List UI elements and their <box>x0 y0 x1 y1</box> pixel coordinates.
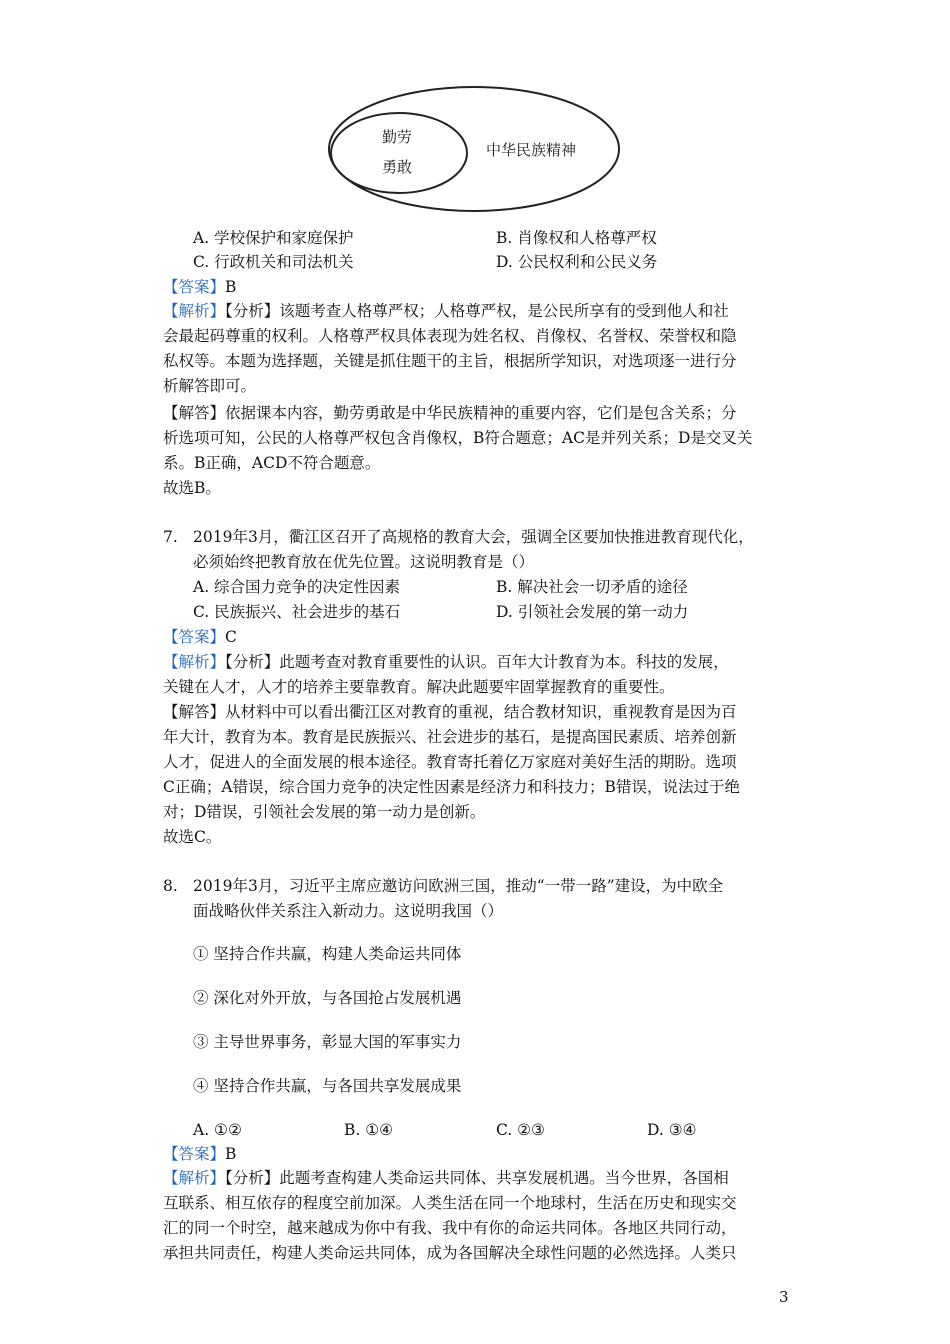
q6-solution-line-2: 析选项可知，公民的人格尊严权包含肖像权，B符合题意；AC是并列关系；D是交叉关 <box>163 429 753 447</box>
q6-analysis-line-4: 析解答即可。 <box>163 377 257 395</box>
diagram-inner-line2: 勇敢 <box>382 158 413 176</box>
q6-solution-line-3: 系。B正确，ACD不符合题意。 <box>163 454 381 472</box>
q6-answer <box>163 275 236 299</box>
analysis-text: 【分析】该题考查人格尊严权；人格尊严权，是公民所享有的受到他人和社 <box>225 302 729 320</box>
diagram-outer-label: 中华民族精神 <box>486 141 577 159</box>
q8-item-4: ④ 坚持合作共赢，与各国共享发展成果 <box>193 1077 462 1095</box>
concept-diagram <box>326 85 626 220</box>
q7-solution-line-5: 对；D错误，引领社会发展的第一动力是创新。 <box>163 803 486 821</box>
q8-item-2: ② 深化对外开放，与各国抢占发展机遇 <box>193 989 462 1007</box>
answer-tag: 【答案】 <box>163 628 226 646</box>
q8-option-a: A. ①② <box>193 1121 242 1139</box>
answer-value: B <box>225 278 237 296</box>
answer-value: C <box>225 628 237 646</box>
q6-option-d: D. 公民权利和公民义务 <box>496 253 658 271</box>
q7-option-b: B. 解决社会一切矛盾的途径 <box>496 578 688 596</box>
analysis-text: 【分析】此题考查构建人类命运共同体、共享发展机遇。当今世界，各国相 <box>225 1169 729 1187</box>
q8-analysis-line-1 <box>163 1166 729 1190</box>
q7-analysis-line-2: 关键在人才，人才的培养主要靠教育。解决此题要牢固掌握教育的重要性。 <box>163 678 675 696</box>
q6-analysis-line-3: 私权等。本题为选择题，关键是抓住题干的主旨，根据所学知识，对选项逐一进行分 <box>163 352 737 370</box>
q6-solution-line-1: 【解答】依据课本内容，勤劳勇敢是中华民族精神的重要内容，它们是包含关系；分 <box>163 404 737 422</box>
q7-stem-line-1: 2019年3月，衢江区召开了高规格的教育大会，强调全区要加快推进教育现代化， <box>193 528 754 546</box>
q7-answer <box>163 625 237 649</box>
answer-tag: 【答案】 <box>163 1145 226 1163</box>
q8-option-d: D. ③④ <box>647 1121 697 1139</box>
answer-tag: 【答案】 <box>163 278 226 296</box>
analysis-text: 【分析】此题考查对教育重要性的认识。百年大计教育为本。科技的发展， <box>225 653 729 671</box>
q7-analysis-line-1 <box>163 650 729 674</box>
answer-value: B <box>225 1145 237 1163</box>
q8-option-b: B. ①④ <box>344 1121 394 1139</box>
q8-option-c: C. ②③ <box>496 1121 545 1139</box>
q7-number: 7. <box>163 528 178 546</box>
diagram-inner-line1: 勤劳 <box>382 128 413 146</box>
q7-option-c: C. 民族振兴、社会进步的基石 <box>193 603 401 621</box>
q7-solution-line-1: 【解答】从材料中可以看出衢江区对教育的重视，结合教材知识，重视教育是因为百 <box>163 703 737 721</box>
inner-ellipse <box>331 113 467 193</box>
analysis-tag: 【解析】 <box>163 302 226 320</box>
q6-option-c: C. 行政机关和司法机关 <box>193 253 354 271</box>
q8-number: 8. <box>163 877 178 895</box>
q6-choose: 故选B。 <box>163 479 221 497</box>
q8-analysis-line-3: 汇的同一个时空，越来越成为你中有我、我中有你的命运共同体。各地区共同行动， <box>163 1219 737 1237</box>
q8-item-1: ① 坚持合作共赢，构建人类命运共同体 <box>193 945 462 963</box>
page-number: 3 <box>779 1288 789 1306</box>
q6-option-b: B. 肖像权和人格尊严权 <box>496 229 657 247</box>
q8-answer <box>163 1142 236 1166</box>
q7-stem-line-2: 必须始终把教育放在优先位置。这说明教育是（） <box>193 553 535 571</box>
q8-item-3: ③ 主导世界事务，彰显大国的军事实力 <box>193 1033 462 1051</box>
q7-solution-line-4: C正确；A错误，综合国力竞争的决定性因素是经济力和科技力；B错误，说法过于绝 <box>163 778 740 796</box>
q8-analysis-line-2: 互联系、相互依存的程度空前加深。人类生活在同一个地球村，生活在历史和现实交 <box>163 1194 737 1212</box>
q8-stem-line-2: 面战略伙伴关系注入新动力。这说明我国（） <box>193 902 504 920</box>
q7-choose: 故选C。 <box>163 828 222 846</box>
q6-analysis-line-1 <box>163 299 729 323</box>
q7-option-d: D. 引领社会发展的第一动力 <box>496 603 689 621</box>
analysis-tag: 【解析】 <box>163 1169 226 1187</box>
q8-analysis-line-4: 承担共同责任，构建人类命运共同体，成为各国解决全球性问题的必然选择。人类只 <box>163 1244 737 1262</box>
q7-solution-line-2: 年大计，教育为本。教育是民族振兴、社会进步的基石，是提高国民素质、培养创新 <box>163 728 737 746</box>
q7-option-a: A. 综合国力竞争的决定性因素 <box>193 578 401 596</box>
q8-stem-line-1: 2019年3月，习近平主席应邀访问欧洲三国，推动“一带一路”建设，为中欧全 <box>193 877 724 895</box>
q6-analysis-line-2: 会最起码尊重的权利。人格尊严权具体表现为姓名权、肖像权、名誉权、荣誉权和隐 <box>163 327 737 345</box>
q7-solution-line-3: 人才，促进人的全面发展的根本途径。教育寄托着亿万家庭对美好生活的期盼。选项 <box>163 753 737 771</box>
analysis-tag: 【解析】 <box>163 653 226 671</box>
q6-option-a: A. 学校保护和家庭保护 <box>193 229 354 247</box>
